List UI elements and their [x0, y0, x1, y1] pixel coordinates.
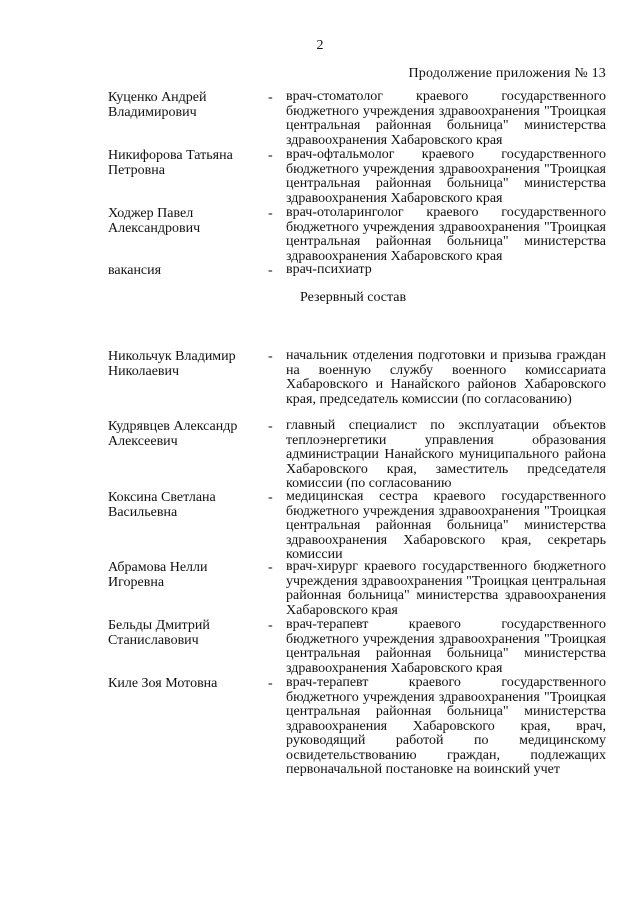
member-name: Куценко Андрей Владимирович	[108, 90, 207, 120]
dash: -	[268, 490, 273, 505]
dash: -	[268, 676, 273, 691]
section-title: Резервный состав	[300, 290, 407, 305]
member-name: Никольчук Владимир Николаевич	[108, 349, 236, 379]
member-name: Ходжер Павел Александрович	[108, 206, 201, 236]
member-description: врач-психиатр	[286, 262, 372, 277]
member-description: врач-терапевт краевого государственного бюджетного учреждения здравоохранения "Троицкая центральная районная больница" министерства здравоохранения Хабаровского края, врач, руководящий работой по медицинскому освидетельствованию граждан, подлежащих первоначальной постановке на воинский учет	[286, 675, 606, 777]
continuation-label: Продолжение приложения № 13	[408, 66, 606, 81]
dash: -	[268, 206, 273, 221]
member-name: Бельды Дмитрий Станиславович	[108, 618, 210, 648]
member-description: главный специалист по эксплуатации объектов теплоэнергетики управления образования администрации Нанайского муниципального района Хабаровского края, заместитель председателя комиссии (по согласованию	[286, 418, 606, 491]
member-name: Кудрявцев Александр Алексеевич	[108, 419, 238, 449]
member-description: врач-терапевт краевого государственного бюджетного учреждения здравоохранения "Троицкая центральная районная больница" министерства здравоохранения Хабаровского края	[286, 617, 606, 676]
member-description: врач-стоматолог краевого государственного бюджетного учреждения здравоохранения "Троицкая центральная районная больница" министерства здравоохранения Хабаровского края	[286, 89, 606, 148]
member-name: Никифорова Татьяна Петровна	[108, 148, 233, 178]
dash: -	[268, 263, 273, 278]
member-description: врач-офтальмолог краевого государственного бюджетного учреждения здравоохранения "Троицкая центральная районная больница" министерства здравоохранения Хабаровского края	[286, 147, 606, 206]
member-description: врач-отоларинголог краевого государственного бюджетного учреждения здравоохранения "Троицкая центральная районная больница" министерства здравоохранения Хабаровского края	[286, 205, 606, 264]
dash: -	[268, 560, 273, 575]
dash: -	[268, 90, 273, 105]
member-description: медицинская сестра краевого государственного бюджетного учреждения здравоохранения "Троицкая центральная районная больница" министерства здравоохранения Хабаровского края, секретарь комиссии	[286, 489, 606, 562]
dash: -	[268, 148, 273, 163]
page-number: 2	[316, 38, 324, 53]
member-name: Абрамова Нелли Игоревна	[108, 560, 208, 590]
member-name: вакансия	[108, 263, 162, 278]
member-name: Коксина Светлана Васильевна	[108, 490, 216, 520]
member-name: Киле Зоя Мотовна	[108, 676, 218, 691]
dash: -	[268, 349, 273, 364]
dash: -	[268, 419, 273, 434]
member-description: начальник отделения подготовки и призыва граждан на военную службу военного комиссариата Хабаровского и Нанайского районов Хабаровского края, председатель комиссии (по согласованию)	[286, 348, 606, 407]
member-description: врач-хирург краевого государственного бюджетного учреждения здравоохранения "Троицкая центральная районная больница" министерства здравоохранения Хабаровского края	[286, 559, 606, 618]
dash: -	[268, 618, 273, 633]
